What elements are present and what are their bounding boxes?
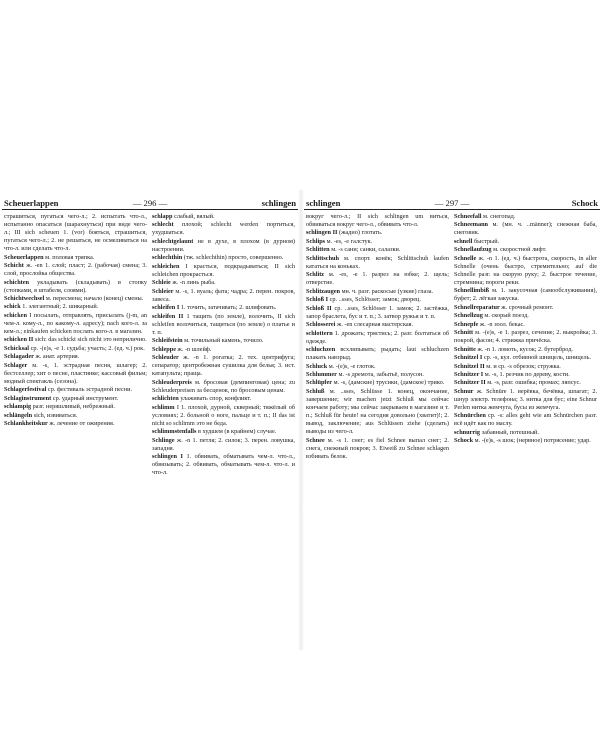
headword: Schnelle [454, 254, 477, 262]
headword: Schlagader [4, 353, 34, 361]
definition-text: м. -s дремота, забытьё, полусон. [338, 370, 424, 378]
definition-text: ср. ..sses, Schlösser 1. замок; 2. застёжка, запор браслета, бус и т. п.; 3. затвор ружья и т. п. [306, 304, 449, 320]
dictionary-entry [454, 388, 597, 412]
definition-text: ж. лечение от ожирения. [49, 420, 115, 428]
definition-text: ж. Schnüre 1. верёвка, бечёвка, шпагат; 2. шнур электр. телефона; 3. нитка для бус; eine Schnur Perlen нитка жемчуга, бусы из жемчуга. [454, 387, 597, 411]
definition-text: ж. срочный ремонт. [501, 303, 554, 311]
headword: Schlitz [306, 271, 325, 279]
definition-text: ж. анат. артерия. [35, 353, 80, 361]
headword: schick [4, 303, 21, 311]
definition-text: быстрый. [473, 237, 500, 245]
definition-text: ж. -n 1. (ед. ч.) быстрота, скорость, in aller Schnelle (очень быстро, стремительно; auf die Schnelle разг. на скорую руку; 2. быстрое течение, стремнина; пороги реки. [454, 254, 597, 286]
definition-text: м. и ср. -s обрезок; стружка. [486, 362, 561, 370]
right-page-number: — 297 — [434, 198, 470, 208]
definition-text: ж. -n 1. петля; 2. силок; 3. перен. ловушка, западня. [152, 436, 295, 452]
headword: Schicksal [4, 344, 30, 352]
headword: Schnepfe [454, 320, 479, 328]
dictionary-entry [4, 336, 147, 344]
headword: schnurrig [454, 428, 481, 436]
right-guide-word-start: schlingen [306, 198, 341, 208]
headword: Schlüpfer [306, 379, 333, 387]
definition-text: ср. -(e)s, -e 1. судьба; участь; 2. (ед. ч.) рок. [30, 344, 145, 352]
headword: schlingen I [152, 453, 183, 460]
dictionary-entry [454, 354, 597, 362]
dictionary-entry [152, 263, 295, 279]
dictionary-entry [306, 379, 449, 387]
headword: Schneefall [454, 213, 482, 220]
definition-text: ж. -n 1. ломоть, кусок; 2. бутерброд. [477, 345, 573, 353]
headword: Schlitten [306, 246, 330, 254]
headword: schlichten [152, 395, 179, 403]
definition-text: м. -(e)s, -e глоток. [328, 362, 376, 370]
dictionary-entry [454, 246, 597, 254]
dictionary-entry [306, 388, 449, 436]
definition-text: ж. -n 1. рогатка; 2. тех. центрифуга; сепаратор; центробежная сушилка для белья; 3. ист. катапульта; праща. [152, 354, 295, 378]
dictionary-entry [4, 213, 147, 253]
dictionary-entry [152, 337, 295, 345]
right-page-header [304, 196, 600, 210]
definition-text: м. -s 1. снег; es fiel Schnee выпал снег; 2. снега, снежный покров; 3. Eiweiß zu Schnee schlagen взбивать белок. [306, 436, 449, 460]
dictionary-entry [306, 321, 449, 329]
definition-text: м. -s сани; санки, салазки. [331, 246, 401, 254]
headword: schleichen [152, 262, 180, 270]
definition-text: м. -s, разг. ошибка; промах; ляпсус. [487, 379, 581, 387]
dictionary-entry [152, 288, 295, 304]
dictionary-entry [306, 288, 449, 296]
dictionary-entry [4, 312, 147, 336]
headword: schlingen II [306, 229, 338, 237]
headword: Schleuder [152, 354, 179, 362]
right-page-column-2 [454, 213, 597, 636]
headword: Schnellaufzug [454, 246, 492, 254]
definition-text: м. -(e)s, -e 1. разрез, сечение; 2. выкройка; 3. покрой, фасон; 4. стрижка причёска. [454, 329, 597, 345]
headword: Schichtwechsel [4, 295, 45, 303]
dictionary-entry [306, 371, 449, 379]
headword: Schnur [454, 387, 474, 395]
headword: Schnee [306, 436, 325, 444]
dictionary-entry [306, 330, 449, 346]
right-page [304, 196, 600, 636]
definition-text: м. снегопад. [483, 213, 516, 220]
headword: schlottern [306, 329, 333, 337]
dictionary-entry [454, 255, 597, 287]
definition-text: м. пересмена; начало (конец) смены. [45, 295, 144, 303]
dictionary-entry [4, 295, 147, 303]
headword: schlängeln [4, 411, 33, 419]
dictionary-entry [454, 287, 597, 303]
definition-text: всхлипывать; рыдать; laut schluchzen плакать навзрыд. [306, 346, 449, 362]
headword: Schloß I [306, 296, 329, 304]
definition-text: м. скоростной лифт. [493, 246, 547, 254]
definition-text: 1. точить, затачивать; 2. шлифовать. [180, 304, 277, 312]
headword: schichten [4, 278, 29, 286]
dictionary-entry [306, 255, 449, 271]
definition-text: ж. -en 1. слой; пласт; 2. (рабочая) смена; 3. слой, прослойка общества. [4, 262, 147, 278]
headword: Schneemann [454, 221, 489, 229]
definition-text: I 1. плохой, дурной, скверный; тяжёлый об условиях; 2. больной о ноге, пальце и т. п.; II das ist nicht so schlimm это не беда. [152, 403, 295, 427]
dictionary-entry [4, 403, 147, 411]
dictionary-entry [152, 221, 295, 237]
dictionary-entry [454, 363, 597, 371]
headword: Schlummer [306, 370, 337, 378]
definition-text: (тж. schlechthin) просто, совершенно. [183, 254, 284, 262]
dictionary-entry [454, 312, 597, 320]
definition-text: м. спорт. конёк; Schlittschuh laufen кататься на коньках. [306, 254, 449, 270]
definition-text: в худшем (в крайнем) случае. [198, 428, 277, 436]
dictionary-entry [152, 404, 295, 428]
definition-text: м. -(e)s, -s шок; (нервное) потрясение; удар. [474, 437, 591, 445]
dictionary-entry [152, 395, 295, 403]
dictionary-entry [4, 395, 147, 403]
dictionary-entry [454, 412, 597, 428]
definition-text: ж. -n линь рыба. [172, 279, 216, 287]
headword: schlechtgelaunt [152, 237, 194, 245]
dictionary-entry [152, 354, 295, 378]
definition-text: (жадно) глотать. [339, 229, 383, 237]
headword: Schlitzaugen [306, 287, 341, 295]
dictionary-entry [152, 428, 295, 436]
headword: Schnürchen [454, 412, 486, 420]
definition-text: слабый, вялый. [174, 213, 215, 220]
definition-text: ср. ..sses, Schlösser; замок; дворец. [329, 296, 421, 304]
definition-text: I посылать, отправлять, присылать (j-m, an чем-л. кому-л., по какому-л. адресу); nach кого-л. за кем-л.; einkaufen schicken послать кого-л. в магазин. [4, 311, 147, 335]
headword: Schnitzel II [454, 362, 485, 370]
dictionary-entry [4, 420, 147, 428]
definition-text: м. -s, (дамские) трусики, (дамское) трико. [333, 379, 445, 387]
dictionary-entry [306, 271, 449, 287]
headword: schlecht [152, 221, 174, 229]
left-guide-word-end: schlingen [261, 198, 296, 208]
dictionary-entry [306, 213, 449, 229]
definition-text: м. (мн. ч. ..männer); снежная баба, снеговик. [454, 221, 597, 237]
headword: Scheuerlappen [4, 253, 44, 261]
dictionary-entry [4, 254, 147, 262]
headword: Schlaginstrument [4, 394, 52, 402]
dictionary-entry [454, 437, 597, 445]
dictionary-entry [152, 437, 295, 453]
left-page-column-2 [152, 213, 295, 636]
dictionary-entry [306, 305, 449, 321]
dictionary-entry [152, 238, 295, 254]
headword: Schleier [152, 287, 174, 295]
headword: schlapp [152, 213, 173, 220]
definition-text: разг. неряшливый, небрежный. [32, 403, 115, 411]
dictionary-entry [4, 345, 147, 353]
left-page-header [2, 196, 298, 210]
headword: Schnitzel I [454, 354, 483, 362]
headword: Schnitzer II [454, 379, 486, 387]
definition-text: забавный, потешный. [481, 428, 539, 436]
definition-text: м. точильный камень, точило. [184, 337, 264, 345]
definition-text: улаживать спор, конфликт. [180, 395, 252, 403]
definition-text: м. бросовая (демпинговая) цена; zu Schleuderpreisen за бесценок, по бросовым ценам. [152, 378, 295, 394]
left-page-column-1 [4, 213, 147, 636]
dictionary-entry [4, 279, 147, 295]
left-guide-word-start: Scheuerlappen [4, 198, 59, 208]
dictionary-entry [454, 221, 597, 237]
dictionary-entry [306, 296, 449, 304]
dictionary-entry [152, 213, 295, 221]
headword: Schnellzug [454, 312, 483, 320]
headword: Schock [454, 437, 474, 445]
headword: Schnitzer I [454, 370, 484, 378]
dictionary-entry [306, 238, 449, 246]
definition-text: мн. ч. разг. раскосые (узкие) глаза. [341, 287, 434, 295]
headword: schnell [454, 237, 473, 245]
headword: Schleppe [152, 345, 176, 353]
headword: schluchzen [306, 346, 336, 354]
headword: schlimmstenfalls [152, 428, 197, 436]
definition-text: вокруг чего-л.; II sich schlingen um виться, обвиваться вокруг чего-л., обвивать что-л. [306, 213, 449, 229]
dictionary-entry [152, 346, 295, 354]
definition-text: ср. ударный инструмент. [52, 394, 119, 402]
definition-text: плохой; schlecht werden портиться, ухудшаться. [152, 221, 295, 237]
headword: Schnellreparatur [454, 303, 500, 311]
dictionary-entry [152, 304, 295, 312]
left-page [2, 196, 298, 636]
dictionary-entry [152, 313, 295, 337]
headword: schlampig [4, 403, 32, 411]
definition-text: ср. -s, кул. отбивной шницель, шницель. [483, 354, 592, 362]
headword: schleifen I [152, 304, 180, 312]
headword: Schluß [306, 387, 325, 395]
dictionary-entry [4, 386, 147, 394]
definition-text: не в духе, в плохом (в дурном) настроении. [152, 237, 295, 253]
dictionary-entry [306, 437, 449, 461]
dictionary-entry [454, 304, 597, 312]
dictionary-entry [454, 329, 597, 345]
dictionary-entry [306, 363, 449, 371]
dictionary-entry [4, 353, 147, 361]
headword: schlimm [152, 403, 175, 411]
headword: Schlosserei [306, 321, 336, 329]
definition-text: sich, извиваться. [33, 411, 78, 419]
headword: Schleuderpreis [152, 378, 192, 386]
headword: Schlagerfestival [4, 386, 47, 394]
headword: Schlinge [152, 436, 175, 444]
definition-text: м. скорый поезд. [484, 312, 529, 320]
dictionary-entry [4, 362, 147, 386]
definition-text: 1. элегантный; 2. шикарный. [22, 303, 99, 311]
definition-text: ж. -n шлейф. [177, 345, 212, 353]
headword: Schnellimbiß [454, 287, 490, 295]
right-page-column-1 [306, 213, 449, 636]
headword: Schicht [4, 262, 24, 270]
definition-text: 1. обвивать, обматывать чем-л. что-л., обвязывать; 2. обвивать, обматывать чем-л. что-л. и что-л. [152, 453, 295, 477]
right-guide-word-end: Schock [571, 198, 598, 208]
dictionary-entry [152, 279, 295, 287]
definition-text: м. ..sses, Schlüsse 1. конец, окончание, завершение; wir machen jetzt Schluß мы сейчас кончаем работу; мы сейчас закрываем в магазине и т. п.; Schluß für heute! на сегодня довольно (хватит)!; 2. вывод, заключение; aus Schlüssen ziehe (сделать) выводы из чего-л. [306, 387, 449, 436]
dictionary-entry [152, 379, 295, 395]
definition-text: ср. -s: alles geht wie am Schnürchen разг. всё идёт как по маслу. [454, 412, 597, 428]
dictionary-entry [306, 229, 449, 237]
definition-text: 1 тащить (по земле), волочить, II sich schleifen волочиться, тащиться (по земле) о платье и т. п. [152, 312, 295, 336]
headword: Schnitt [454, 329, 474, 337]
definition-text: sich: das schickt sich nicht это неприлично. [34, 336, 147, 344]
definition-text: м. 1. закусочная (самообслуживания), буфет; 2. лёгкая закуска. [454, 287, 597, 303]
dictionary-entry [4, 262, 147, 278]
definition-text: ж. -n зоол. бекас. [479, 320, 525, 328]
dictionary-entry [454, 429, 597, 437]
headword: Schluck [306, 362, 328, 370]
dictionary-entry [454, 346, 597, 354]
dictionary-entry [454, 371, 597, 379]
headword: Schlips [306, 237, 326, 245]
headword: schleifen II [152, 312, 184, 320]
dictionary-entry [454, 238, 597, 246]
definition-text: ср. фестиваль эстрадной песни. [47, 386, 133, 394]
definition-text: 1. дрожать; трястись; 2. разг. болтаться об одежде. [306, 329, 449, 345]
definition-text: м. -s, 1. эстрадная песня, шлагер; 2. бестселлер; хит о песне, пластинке; кассовый фильм; модный спектакль (сезона). [4, 361, 147, 385]
dictionary-entry [4, 412, 147, 420]
left-page-number: — 296 — [132, 198, 168, 208]
definition-text: укладывать (складывать) в стопку (стопками, в штабеля, слоями). [4, 278, 147, 294]
headword: schicken II [4, 336, 34, 344]
dictionary-entry [4, 303, 147, 311]
headword: Schleie [152, 279, 171, 287]
headword: Schnitte [454, 345, 476, 353]
dictionary-entry [306, 246, 449, 254]
headword: schicken [4, 311, 27, 319]
dictionary-entry [454, 213, 597, 221]
headword: Schloß II [306, 304, 332, 312]
headword: Schlankheitskur [4, 420, 48, 428]
definition-text: I красться, подкрадываться; II sich schleichen прокрасться. [152, 262, 295, 278]
definition-text: ж. -en слесарная мастерская. [336, 321, 414, 329]
headword: Schlager [4, 361, 28, 369]
definition-text: м. половая тряпка. [45, 253, 95, 261]
definition-text: страшиться, пугаться чего-л.; 2. испытать что-л., испытанно опасаться (шарахнуться) при виде чего-л.; III sich scheuen 1. (vor) бояться, страшиться, пугаться чего-л.; 2. не решаться, не осмеливаться на что-л. или сделать что-л. [4, 213, 147, 253]
dictionary-entry [152, 453, 295, 477]
definition-text: м. -s, 1. вуаль; фата; чадра; 2. перен. покров, завеса. [152, 287, 295, 303]
definition-text: м. -es, -e 1. разрез на юбке; 2. щель; отверстие. [306, 271, 449, 287]
dictionary-entry [152, 254, 295, 262]
definition-text: м. -es, -e галстук. [326, 237, 373, 245]
dictionary-entry [306, 346, 449, 362]
headword: schlechthin [152, 254, 183, 262]
headword: Schleifstein [152, 337, 183, 345]
dictionary-entry [454, 379, 597, 387]
headword: Schlittschuh [306, 254, 339, 262]
dictionary-entry [454, 321, 597, 329]
definition-text: м. -s, 1. резчик по дереву, кости. [484, 370, 570, 378]
